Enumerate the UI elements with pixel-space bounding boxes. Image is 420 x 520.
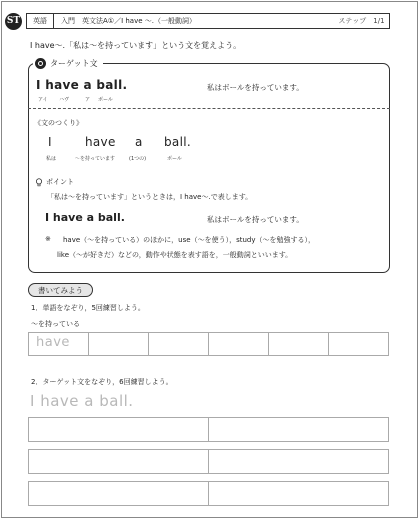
- gloss-a: (1つの): [129, 156, 147, 162]
- word-practice-grid: [28, 332, 389, 356]
- step-indicator: ステップ 1/1: [338, 17, 385, 25]
- reading-have: ハヴ: [59, 97, 70, 103]
- sentence-cell[interactable]: [29, 482, 209, 505]
- target-icon: [35, 58, 46, 69]
- lightbulb-icon: [35, 178, 43, 187]
- point-heading: ポイント: [46, 178, 74, 186]
- point-heading-row: [35, 177, 74, 187]
- gloss-ball: ボール: [167, 156, 182, 162]
- trace-sentence: I have a ball.: [30, 392, 134, 410]
- sentence-cell[interactable]: [209, 418, 388, 441]
- word-cell[interactable]: [329, 333, 388, 355]
- note-line-2: like（～が好きだ）などの，動作や状態を表す語を，一般動詞といいます。: [57, 251, 293, 259]
- target-sentence: I have a ball.: [36, 78, 128, 92]
- reading-ball: ボール: [98, 97, 113, 103]
- trace-word: have: [36, 335, 70, 350]
- word-i: I: [48, 135, 52, 149]
- lesson-title: 入門 英文法A①／I have ～.（一般動詞）: [61, 17, 196, 25]
- word-ball: ball.: [164, 135, 191, 149]
- point-text: 「私は～を持っています」というときは，I have～.で表します。: [47, 193, 253, 201]
- divider: [28, 108, 390, 109]
- header-bar: [26, 13, 390, 29]
- instruction-text: I have～.「私は～を持っています」という文を覚えよう。: [30, 41, 242, 50]
- gloss-have: ～を持っています: [75, 156, 116, 162]
- brand-logo: ST: [5, 13, 22, 30]
- target-label-text: ターゲット文: [50, 58, 98, 68]
- word-cell[interactable]: [89, 333, 149, 355]
- write-practice-label: 書いてみよう: [28, 283, 93, 297]
- point-example-translation: 私はボールを持っています。: [207, 215, 304, 224]
- target-translation: 私はボールを持っています。: [207, 83, 304, 92]
- note-mark: ※: [45, 235, 51, 243]
- word-cell[interactable]: [209, 333, 269, 355]
- sentence-cell[interactable]: [209, 450, 388, 473]
- reading-i: アイ: [38, 97, 48, 103]
- target-label: [33, 56, 103, 70]
- sentence-cell[interactable]: [209, 482, 388, 505]
- sentence-practice-row: [28, 417, 389, 442]
- point-example: I have a ball.: [45, 211, 125, 224]
- sentence-cell[interactable]: [29, 418, 209, 441]
- word-cell[interactable]: [269, 333, 329, 355]
- question-1-meaning: ～を持っている: [31, 320, 80, 328]
- note-line-1: have（～を持っている）のほかに，use（～を使う），study（～を勉強する），: [63, 236, 315, 244]
- word-a: a: [135, 135, 143, 149]
- word-have: have: [85, 135, 116, 149]
- reading-a: ア: [85, 97, 91, 103]
- subject-label: 英語: [27, 14, 54, 28]
- sentence-practice-row: [28, 449, 389, 474]
- question-2: 2．ターゲット文をなぞり，6回練習しよう。: [31, 378, 173, 386]
- word-cell[interactable]: [149, 333, 209, 355]
- structure-heading: 《文のつくり》: [34, 119, 83, 127]
- sentence-cell[interactable]: [29, 450, 209, 473]
- sentence-practice-row: [28, 481, 389, 506]
- question-1: 1．単語をなぞり，5回練習しよう。: [31, 304, 145, 312]
- gloss-i: 私は: [46, 156, 57, 162]
